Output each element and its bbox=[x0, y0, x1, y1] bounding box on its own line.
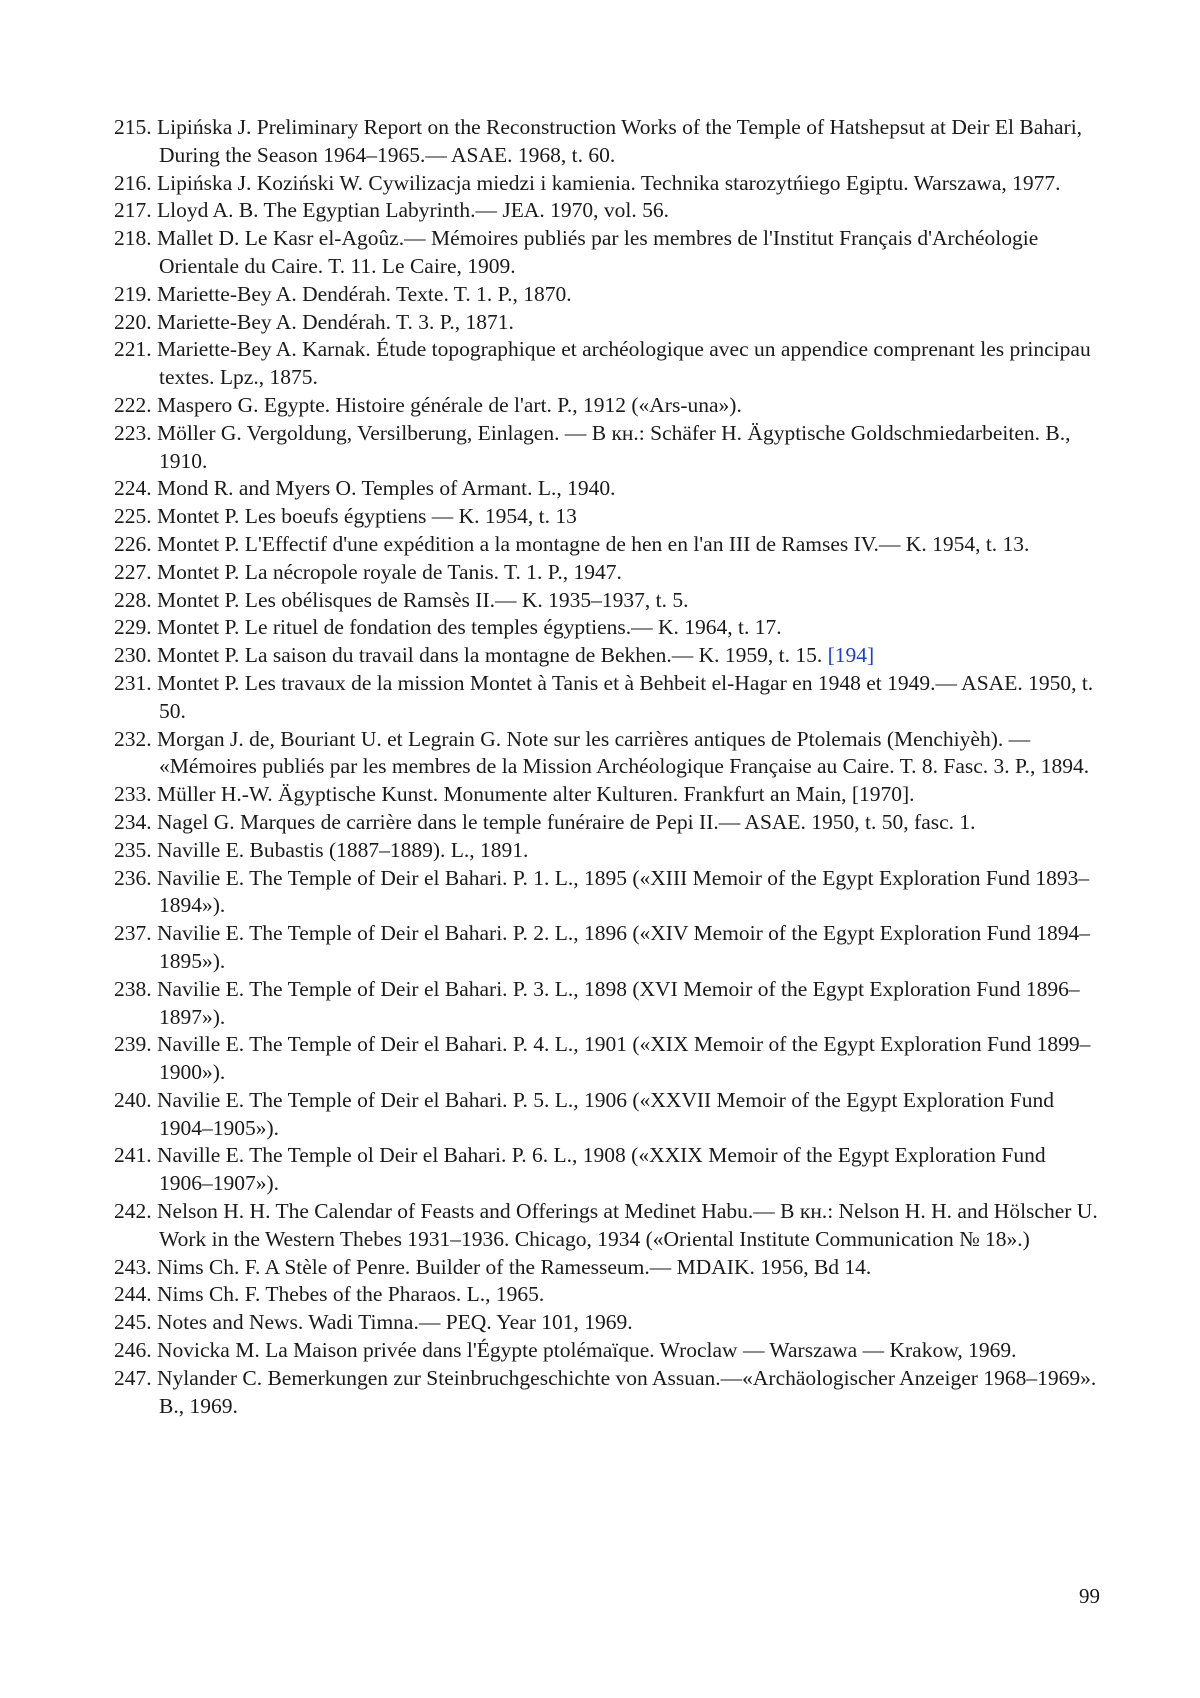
entry-text: Lipińska J. Koziński W. Cywilizacja miedzi i kamienia. Technika starozytńiego Egiptu. Warszawa, 1977. bbox=[157, 170, 1061, 195]
entry-text: Nagel G. Marques de carrière dans le temple funéraire de Pepi II.— ASAE. 1950, t. 50, fasc. 1. bbox=[157, 809, 976, 834]
entry-number: 231. bbox=[114, 670, 152, 695]
bibliography-entry bbox=[114, 392, 1104, 420]
entry-text: Morgan J. de, Bouriant U. et Legrain G. Note sur les carrières antiques de Ptolemais (Menchiyèh). — «Mémoires publiés par les membres de la Mission Archéologique Française au Caire. T. 8. Fasc. 3. P., 1894. bbox=[157, 726, 1090, 779]
entry-number: 236. bbox=[114, 865, 152, 890]
entry-number: 238. bbox=[114, 976, 152, 1001]
entry-text: Mond R. and Myers O. Temples of Armant. L., 1940. bbox=[157, 476, 616, 501]
entry-number: 240. bbox=[114, 1087, 152, 1112]
entry-text: Nylander C. Bemerkungen zur Steinbruchgeschichte von Assuan.—«Archäologischer Anzeiger 1968–1969». B., 1969. bbox=[157, 1365, 1097, 1418]
entry-number: 235. bbox=[114, 837, 152, 862]
entry-text: Navilie E. The Temple of Deir el Bahari. P. 5. L., 1906 («XXVII Memoir of the Egypt Exploration Fund 1904–1905»). bbox=[157, 1087, 1054, 1140]
entry-text: Montet P. La saison du travail dans la montagne de Bekhen.— K. 1959, t. 15. bbox=[157, 643, 823, 668]
entry-text: Müller H.-W. Ägyptische Kunst. Monumente alter Kulturen. Frankfurt an Main, [1970]. bbox=[157, 782, 915, 807]
bibliography-entry bbox=[114, 614, 1104, 642]
bibliography-entry bbox=[114, 559, 1104, 587]
entry-number: 228. bbox=[114, 587, 152, 612]
bibliography-entry bbox=[114, 197, 1104, 225]
bibliography-entry bbox=[114, 309, 1104, 337]
entry-number: 241. bbox=[114, 1143, 152, 1168]
bibliography-entry bbox=[114, 1087, 1104, 1143]
bibliography-entry bbox=[114, 531, 1104, 559]
entry-text: Montet P. La nécropole royale de Tanis. T. 1. P., 1947. bbox=[157, 559, 622, 584]
bibliography-entry bbox=[114, 336, 1104, 392]
bibliography-entry bbox=[114, 1198, 1104, 1254]
bibliography-entry bbox=[114, 170, 1104, 198]
entry-number: 242. bbox=[114, 1199, 152, 1224]
bibliography-entry bbox=[114, 1031, 1104, 1087]
entry-text: Montet P. Les travaux de la mission Montet à Tanis et à Behbeit el-Hagar en 1948 et 1949.— ASAE. 1950, t. 50. bbox=[157, 670, 1094, 723]
entry-number: 226. bbox=[114, 531, 152, 556]
entry-number: 220. bbox=[114, 309, 152, 334]
entry-text: Montet P. Les boeufs égyptiens — K. 1954, t. 13 bbox=[157, 504, 577, 529]
entry-text: Nims Ch. F. Thebes of the Pharaos. L., 1965. bbox=[157, 1282, 545, 1307]
reference-link[interactable]: [194] bbox=[827, 643, 875, 668]
bibliography-entry bbox=[114, 1365, 1104, 1421]
bibliography-entry bbox=[114, 1337, 1104, 1365]
entry-text: Naville E. The Temple of Deir el Bahari. P. 4. L., 1901 («XIX Memoir of the Egypt Exploration Fund 1899–1900»). bbox=[157, 1032, 1091, 1085]
page-number: 99 bbox=[1079, 1584, 1100, 1608]
entry-text: Naville E. The Temple ol Deir el Bahari. P. 6. L., 1908 («XXIX Memoir of the Egypt Exploration Fund 1906–1907»). bbox=[157, 1143, 1046, 1196]
entry-text: Nelson H. H. The Calendar of Feasts and Offerings at Medinet Habu.— В кн.: Nelson H. H. and Hölscher U. Work in the Western Thebes 1931–1936. Chicago, 1934 («Oriental Institute Communication № 18».) bbox=[157, 1199, 1098, 1251]
bibliography-entry bbox=[114, 503, 1104, 531]
bibliography-list bbox=[114, 114, 1104, 1420]
entry-text: Montet P. L'Effectif d'une expédition a la montagne de hen en l'an III de Ramses IV.— K. 1954, t. 13. bbox=[157, 531, 1030, 556]
entry-number: 219. bbox=[114, 281, 152, 306]
bibliography-entry bbox=[114, 670, 1104, 726]
entry-number: 217. bbox=[114, 198, 152, 223]
bibliography-entry bbox=[114, 420, 1104, 476]
bibliography-entry bbox=[114, 1142, 1104, 1198]
bibliography-entry bbox=[114, 726, 1104, 782]
entry-number: 225. bbox=[114, 504, 152, 529]
entry-number: 222. bbox=[114, 392, 152, 417]
entry-number: 221. bbox=[114, 337, 152, 362]
bibliography-entry bbox=[114, 976, 1104, 1032]
entry-text: Mariette-Bey A. Dendérah. T. 3. P., 1871. bbox=[157, 309, 514, 334]
entry-number: 229. bbox=[114, 615, 152, 640]
bibliography-entry bbox=[114, 475, 1104, 503]
entry-number: 239. bbox=[114, 1032, 152, 1057]
entry-number: 234. bbox=[114, 809, 152, 834]
entry-number: 245. bbox=[114, 1310, 152, 1335]
bibliography-entry bbox=[114, 114, 1104, 170]
bibliography-entry bbox=[114, 809, 1104, 837]
entry-number: 247. bbox=[114, 1365, 152, 1390]
bibliography-entry bbox=[114, 642, 1104, 670]
entry-text: Navilie E. The Temple of Deir el Bahari. P. 3. L., 1898 (XVI Memoir of the Egypt Exploration Fund 1896–1897»). bbox=[157, 976, 1080, 1029]
entry-number: 243. bbox=[114, 1254, 152, 1279]
bibliography-entry bbox=[114, 1281, 1104, 1309]
bibliography-entry bbox=[114, 837, 1104, 865]
bibliography-entry bbox=[114, 781, 1104, 809]
entry-number: 215. bbox=[114, 115, 152, 139]
entry-text: Navilie E. The Temple of Deir el Bahari. P. 1. L., 1895 («XIII Memoir of the Egypt Exploration Fund 1893–1894»). bbox=[157, 865, 1090, 918]
entry-number: 227. bbox=[114, 559, 152, 584]
entry-text: Notes and News. Wadi Timna.— PEQ. Year 101, 1969. bbox=[157, 1310, 633, 1335]
entry-text: Mallet D. Le Kasr el-Agoûz.— Mémoires publiés par les membres de l'Institut Français d'Archéologie Orientale du Caire. T. 11. Le Caire, 1909. bbox=[157, 226, 1039, 278]
entry-number: 232. bbox=[114, 726, 152, 751]
entry-text: Mariette-Bey A. Karnak. Étude topographique et archéologique avec un appendice comprenant les principau textes. Lpz., 1875. bbox=[157, 337, 1091, 390]
entry-text: Novicka M. La Maison privée dans l'Égypte ptolémaïque. Wroclaw — Warszawa — Krakow, 1969. bbox=[157, 1338, 1017, 1363]
bibliography-entry bbox=[114, 225, 1104, 281]
bibliography-entry bbox=[114, 920, 1104, 976]
entry-number: 218. bbox=[114, 226, 152, 251]
entry-number: 216. bbox=[114, 170, 152, 195]
entry-text: Montet P. Les obélisques de Ramsès II.— K. 1935–1937, t. 5. bbox=[157, 587, 689, 612]
entry-text: Nims Ch. F. A Stèle of Penre. Builder of the Ramesseum.— MDAIK. 1956, Bd 14. bbox=[157, 1254, 872, 1279]
entry-text: Montet P. Le rituel de fondation des temples égyptiens.— K. 1964, t. 17. bbox=[157, 615, 782, 640]
bibliography-entry bbox=[114, 587, 1104, 615]
entry-number: 230. bbox=[114, 643, 152, 668]
bibliography-entry bbox=[114, 1254, 1104, 1282]
bibliography-entry bbox=[114, 281, 1104, 309]
entry-number: 244. bbox=[114, 1282, 152, 1307]
entry-text: Lipińska J. Preliminary Report on the Reconstruction Works of the Temple of Hatshepsut at Deir El Bahari, During the Season 1964–1965.— ASAE. 1968, t. 60. bbox=[157, 115, 1083, 167]
entry-text: Möller G. Vergoldung, Versilberung, Einlagen. — В кн.: Schäfer H. Ägyptische Goldschmiedarbeiten. B., 1910. bbox=[157, 420, 1071, 473]
entry-number: 233. bbox=[114, 782, 152, 807]
entry-number: 237. bbox=[114, 921, 152, 946]
entry-text: Mariette-Bey A. Dendérah. Texte. T. 1. P., 1870. bbox=[157, 281, 572, 306]
entry-number: 224. bbox=[114, 476, 152, 501]
entry-number: 246. bbox=[114, 1338, 152, 1363]
entry-text: Lloyd A. B. The Egyptian Labyrinth.— JEA. 1970, vol. 56. bbox=[157, 198, 669, 223]
entry-number: 223. bbox=[114, 420, 152, 445]
entry-text: Navilie E. The Temple of Deir el Bahari. P. 2. L., 1896 («XIV Memoir of the Egypt Exploration Fund 1894–1895»). bbox=[157, 921, 1090, 973]
entry-text: Naville E. Bubastis (1887–1889). L., 1891. bbox=[157, 837, 529, 862]
entry-text: Maspero G. Egypte. Histoire générale de l'art. P., 1912 («Ars-una»). bbox=[157, 392, 742, 417]
bibliography-entry bbox=[114, 865, 1104, 921]
bibliography-entry bbox=[114, 1309, 1104, 1337]
